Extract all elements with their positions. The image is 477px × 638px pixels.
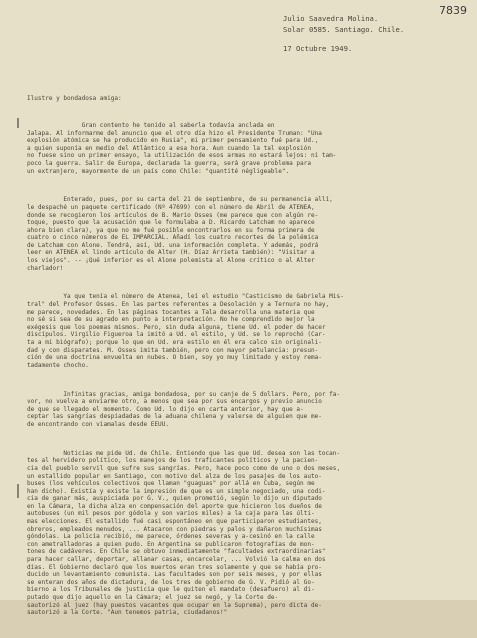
margin-mark (17, 484, 19, 498)
letter-date: 17 Octubre 1949. (283, 44, 353, 53)
sender-address: Solar 0585. Santiago. Chile. (283, 24, 405, 34)
paragraph: Gran contento he tenido al saberla todavía anclada en Jalapa. Al informarme del anuncio que el otro día hizo el Presidente Truman: "Una explosión atómica se ha producido en Rusia", mi primer pensamiento fué para Ud., a quien suponía en medio del Atlántico a esa hora. Aun cuando la tal explosión no fuese sino un primer ensayo, la utilización de esos armas no estará lejos: ni tam- poco la guerra. Salir de Europa, declarada la guerra, será grave problema para un extranjero, mayormente de un país como Chile: "quantité négligeable". (27, 121, 337, 175)
paragraph: Infinitas gracias, amiga bondadosa, por su canje de 5 dollars. Pero, por fa- vor, no vuelva a enviarme otro, a menos que sea por sus encargos y previo anuncio de que se llegado el momento. Como Ud. lo dijo en carta anterior, hay que a- ceptar las sangrías despiadadas de la aduana chilena y valerse de alguien que me- de encontrando con viamalas desde EEUU. (27, 390, 341, 428)
margin-mark (17, 118, 19, 128)
paragraph: Ya que tenía el número de Atenea, leí el estudio "Casticismo de Gabriela Mis- tral" del Profesor Osses. En las partes referentes a Desolación y a Ternura no hay, me parece, novedades. En las páginas tocantes a Tala desarrolla una materia que no sé si sea de su agrado en punto a interpretación. No he comprendido mejor la exégesis que los poemas mismos. Pero, sin duda alguna, tiene Ud. el poder de hacer discípulos. Virgilio Figueroa la imitó a Ud. el estilo, y Ud. se lo reprochó (Car- ta a mi biógrafo); porque lo que en Ud. era estilo en él era calco sin originali- dad y con disparates. M. Osses imita también, pero con mayor petulancia: presun- ción de una doctrina envuelta en nubes. O bien, soy yo muy limitado y estoy rema- tadamente chocho. (27, 293, 344, 369)
paragraph: Noticias me pide Ud. de Chile. Entiendo que las que Ud. desea son las tocan- tes al hervidero político, los manejos de los traficantes políticos y la pacien- cia del pueblo servil que sufre sus sangrías. Pero, hace poco como de uno o dos meses, un estallido popular en Santiago, con motivo del alza de los pasajes de los auto- buses (los vehículos colectivos que llaman "guaguas" por allá en Cuba, según me han dicho). Existía y existe la impresión de que es un simple negociado, una codi- cia de ganar más, auspiciada por G. V., quien prometió, según lo dijo un diputado en la Cámara, la dicha alza en compensación del aporte que hicieron los dueños de autobuses (un mil pesos por gódola y son varios miles) a la caja para las últi- mas elecciones. El estallido fué casi espontáneo en que participaron estudiantes, obreros, empleados menudos, ... Atacaron con piedras y palos y dañaron muchísimas góndolas. La policía recibió, me parece, órdenes severas y a-cesinó en la calle con ametralladoras a quien pudo. En Argentina se publicaron fotografías de mon- tones de cadáveres. En Chile se obtuvo inmediatamente "facultades extraordinarias" para hacer callar, deportar, allanar casas, encarcelar, ... Volvió la calma en dos días. El Gobierno declaró que los muertos eran tres solamente y que se había pro- ducido un levantamiento comunista. Las facultades son por seis meses, y por ellas se enteran dos años de dictadura, de los tres de gobierno de G. V. Pidió al Go- bierno a los Tribunales de justicia que le quiten el mandato (desafuero) al di- putado que dijo aquello en la Cámara; el juez se negó, y la Corte de- sautorizó al juez (hay puestos vacantes que ocupar en la Suprema), pero dicta de- sautorizó a la Corte. "Aun tenemos patria, ciudadanos!" (27, 449, 341, 617)
salutation: Ilustre y bondadosa amiga: (27, 95, 122, 103)
letter-header (283, 14, 404, 55)
sender-name: Julio Saavedra Molina. (283, 14, 379, 23)
letter-body (27, 80, 437, 638)
folio-number: 7839 (439, 4, 467, 17)
paragraph: Enterado, pues, por su carta del 21 de septiembre, de su permanencia allí, le despaché un paquete certificado (Nº 47699) con el número de Abril de ATENEA, donde se recogieron los artículos de B. Mario Osses (me parece que con algún re- toque, puesto que la acusación que le formulaba a D. Ricardo Latcham no aparece ahora bien clara), ya que no me fué posible encontrarlos en su forma primera de cuatro o cinco números de EL IMPARCIAL. Añadí los cuatro recortes de la polémica de Latcham con Alone. Tendrá, así, Ud. una información completa. Y además, podrá leer en ATENEA el lindo artículo de Alter (H. Díaz Arrieta también): "Visitar a los viejos". -- ¡Qué inferior es el Alone polemista al Alone crítico o al Alter charlador! (27, 196, 333, 272)
